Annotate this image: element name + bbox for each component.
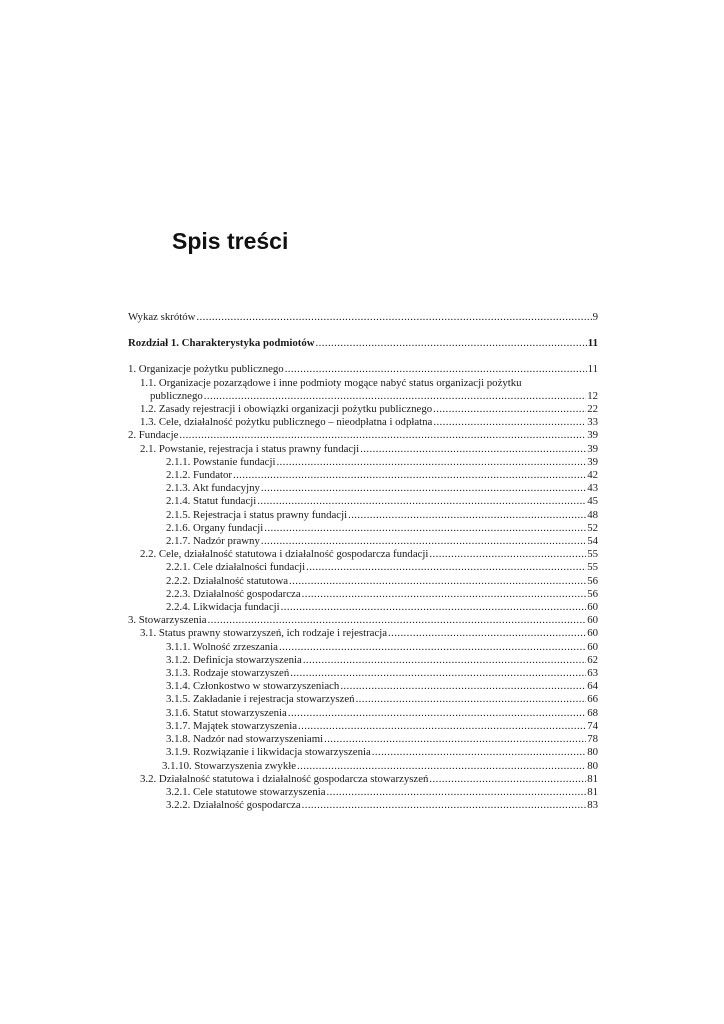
toc-entry[interactable] <box>128 799 598 812</box>
toc-page-number: 60 <box>587 627 598 640</box>
dot-leader <box>429 773 586 786</box>
dot-leader <box>306 561 586 574</box>
dot-leader <box>372 746 586 759</box>
toc-entry[interactable] <box>128 535 598 548</box>
dot-leader <box>388 627 586 640</box>
toc-page-number: 22 <box>587 403 598 416</box>
dot-leader <box>297 760 586 773</box>
toc-page-number: 56 <box>587 587 598 600</box>
toc-entry[interactable] <box>128 469 598 482</box>
toc-page-number: 80 <box>587 759 598 772</box>
toc-page-number: 39 <box>587 455 598 468</box>
toc-entry-text: 3.1.8. Nadzór nad stowarzyszeniami <box>166 733 324 746</box>
toc-entry-text: 3.2.1. Cele statutowe stowarzyszenia <box>166 785 326 798</box>
toc-entry-text: 3.1.6. Statut stowarzyszenia <box>166 706 287 719</box>
dot-leader <box>261 482 586 495</box>
toc-entry-text: publicznego <box>150 389 203 402</box>
dot-leader <box>302 799 587 812</box>
toc-entry[interactable] <box>128 443 598 456</box>
toc-page-number: 11 <box>587 363 598 376</box>
toc-entry-text: 2.2.4. Likwidacja fundacji <box>166 601 280 614</box>
toc-entry-text: 3.1.9. Rozwiązanie i likwidacja stowarzyszenia <box>166 746 371 759</box>
dot-leader <box>264 522 586 535</box>
toc-entry[interactable] <box>128 786 598 799</box>
toc-page-number: 60 <box>587 601 598 614</box>
dot-leader <box>281 601 587 614</box>
toc-page-number: 54 <box>587 535 598 548</box>
toc-entry-text: 2.1.5. Rejestracja i status prawny fundacji <box>166 508 348 521</box>
dot-leader <box>327 786 587 799</box>
dot-leader <box>303 654 586 667</box>
dot-leader <box>429 548 586 561</box>
toc-entry[interactable] <box>128 495 598 508</box>
dot-leader <box>257 495 586 508</box>
toc-entry-text: 3. Stowarzyszenia <box>128 614 207 627</box>
toc-entry-text: 2. Fundacje <box>128 429 179 442</box>
toc-entry-text: 3.1.3. Rodzaje stowarzyszeń <box>166 667 290 680</box>
toc-entry[interactable] <box>128 601 598 614</box>
dot-leader <box>285 363 587 376</box>
dot-leader <box>196 311 591 324</box>
toc-entry-text: 3.1.7. Majątek stowarzyszenia <box>166 719 298 732</box>
dot-leader <box>433 403 586 416</box>
section-spacer <box>128 324 598 337</box>
toc-page-number: 39 <box>587 429 598 442</box>
dot-leader <box>356 693 587 706</box>
dot-leader <box>208 614 587 627</box>
toc-entry[interactable] <box>128 429 598 442</box>
dot-leader <box>233 469 586 482</box>
toc-entry-text: 3.2.2. Działalność gospodarcza <box>166 799 301 812</box>
toc-page-number: 83 <box>587 799 598 812</box>
toc-page-number: 39 <box>587 442 598 455</box>
dot-leader <box>289 575 586 588</box>
toc-page-number: 48 <box>587 508 598 521</box>
toc-page-number: 33 <box>587 416 598 429</box>
toc-page-number: 81 <box>587 785 598 798</box>
toc-entry[interactable] <box>128 627 598 640</box>
dot-leader <box>288 707 586 720</box>
toc-page-number: 63 <box>587 667 598 680</box>
dot-leader <box>348 509 586 522</box>
toc-entry-text: 1.2. Zasady rejestracji i obowiązki organizacji pożytku publicznego <box>140 403 433 416</box>
toc-entry-text: 3.1.1. Wolność zrzeszania <box>166 640 278 653</box>
toc-page-number: 60 <box>587 614 598 627</box>
toc-entry-text: 3.1.10. Stowarzyszenia zwykłe <box>162 759 297 772</box>
toc-page-number: 74 <box>587 719 598 732</box>
toc-entry-text: 3.1.5. Zakładanie i rejestracja stowarzyszeń <box>166 693 355 706</box>
toc-entry-text: 2.2.2. Działalność statutowa <box>166 574 289 587</box>
toc-entry-text: 2.1.6. Organy fundacji <box>166 521 264 534</box>
toc-page-number: 80 <box>587 746 598 759</box>
toc-entry[interactable] <box>128 733 598 746</box>
toc-entry-text: 2.1.3. Akt fundacyjny <box>166 482 260 495</box>
toc-entry-text: 2.1.2. Fundator <box>166 469 232 482</box>
toc-entry[interactable] <box>128 641 598 654</box>
table-of-contents <box>128 311 598 812</box>
dot-leader <box>204 390 586 403</box>
toc-page-number: 56 <box>587 574 598 587</box>
section-spacer <box>128 350 598 363</box>
toc-entry-text: 1.1. Organizacje pozarządowe i inne podmioty mogące nabyć status organizacji pożytku <box>140 376 522 389</box>
toc-entry-text: 1.3. Cele, działalność pożytku publicznego – nieodpłatna i odpłatna <box>140 416 433 429</box>
toc-page-number: 68 <box>587 706 598 719</box>
toc-entry-line <box>128 377 598 390</box>
toc-entry-text: 2.2.3. Działalność gospodarcza <box>166 587 301 600</box>
toc-entry[interactable] <box>128 416 598 429</box>
toc-entry[interactable] <box>128 707 598 720</box>
toc-entry-text: 2.1.7. Nadzór prawny <box>166 535 260 548</box>
dot-leader <box>340 680 586 693</box>
toc-page-number: 60 <box>587 640 598 653</box>
toc-entry[interactable] <box>128 311 598 324</box>
toc-entry-text: 3.1. Status prawny stowarzyszeń, ich rodzaje i rejestracja <box>140 627 388 640</box>
toc-entry[interactable] <box>128 588 598 601</box>
toc-page-number: 62 <box>587 653 598 666</box>
dot-leader <box>261 535 586 548</box>
toc-entry-text: Wykaz skrótów <box>128 311 196 323</box>
toc-entry-text: 3.1.2. Definicja stowarzyszenia <box>166 653 302 666</box>
dot-leader <box>324 733 586 746</box>
toc-page-number: 52 <box>587 521 598 534</box>
toc-entry-text: 3.1.4. Członkostwo w stowarzyszeniach <box>166 680 340 693</box>
toc-entry[interactable] <box>128 509 598 522</box>
toc-page-number: 66 <box>587 693 598 706</box>
toc-entry[interactable] <box>128 667 598 680</box>
toc-entry[interactable] <box>128 363 598 376</box>
toc-entry[interactable] <box>128 773 598 786</box>
toc-entry[interactable] <box>128 522 598 535</box>
toc-entry[interactable] <box>128 746 598 759</box>
toc-page-number: 9 <box>592 311 598 323</box>
toc-entry[interactable] <box>128 760 598 773</box>
toc-entry-text: 2.1.4. Statut fundacji <box>166 495 257 508</box>
dot-leader <box>302 588 587 601</box>
toc-entry-text: 3.2. Działalność statutowa i działalność gospodarcza stowarzyszeń <box>140 772 429 785</box>
toc-chapter-heading[interactable] <box>128 337 598 350</box>
toc-entry[interactable] <box>128 693 598 706</box>
dot-leader <box>360 443 586 456</box>
toc-entry-text: 2.1.1. Powstanie fundacji <box>166 455 276 468</box>
toc-entry[interactable] <box>128 561 598 574</box>
toc-page-number: 11 <box>587 337 598 350</box>
dot-leader <box>433 416 586 429</box>
toc-entry[interactable] <box>128 720 598 733</box>
toc-entry[interactable] <box>128 575 598 588</box>
dot-leader <box>316 337 587 350</box>
toc-page-number: 81 <box>587 772 598 785</box>
toc-entry[interactable] <box>128 482 598 495</box>
toc-page-number: 42 <box>587 469 598 482</box>
toc-page-number: 12 <box>587 389 598 402</box>
toc-page-number: 55 <box>587 548 598 561</box>
toc-entry-text: Rozdział 1. Charakterystyka podmiotów <box>128 337 315 350</box>
toc-page-number: 43 <box>587 482 598 495</box>
toc-entry-text: 1. Organizacje pożytku publicznego <box>128 363 284 376</box>
dot-leader <box>290 667 586 680</box>
dot-leader <box>298 720 586 733</box>
page-title: Spis treści <box>172 228 289 254</box>
toc-entry[interactable] <box>128 403 598 416</box>
dot-leader <box>276 456 586 469</box>
toc-entry[interactable] <box>128 548 598 561</box>
toc-page-number: 64 <box>587 680 598 693</box>
dot-leader <box>179 429 586 442</box>
toc-entry[interactable] <box>128 654 598 667</box>
toc-page-number: 55 <box>587 561 598 574</box>
toc-entry[interactable] <box>128 390 598 403</box>
toc-entry[interactable] <box>128 614 598 627</box>
toc-entry[interactable] <box>128 456 598 469</box>
dot-leader <box>279 641 586 654</box>
toc-page-number: 78 <box>587 733 598 746</box>
toc-entry-text: 2.2. Cele, działalność statutowa i działalność gospodarcza fundacji <box>140 548 429 561</box>
toc-page-number: 45 <box>587 495 598 508</box>
toc-entry-text: 2.1. Powstanie, rejestracja i status prawny fundacji <box>140 442 360 455</box>
toc-entry[interactable] <box>128 680 598 693</box>
toc-entry-text: 2.2.1. Cele działalności fundacji <box>166 561 306 574</box>
